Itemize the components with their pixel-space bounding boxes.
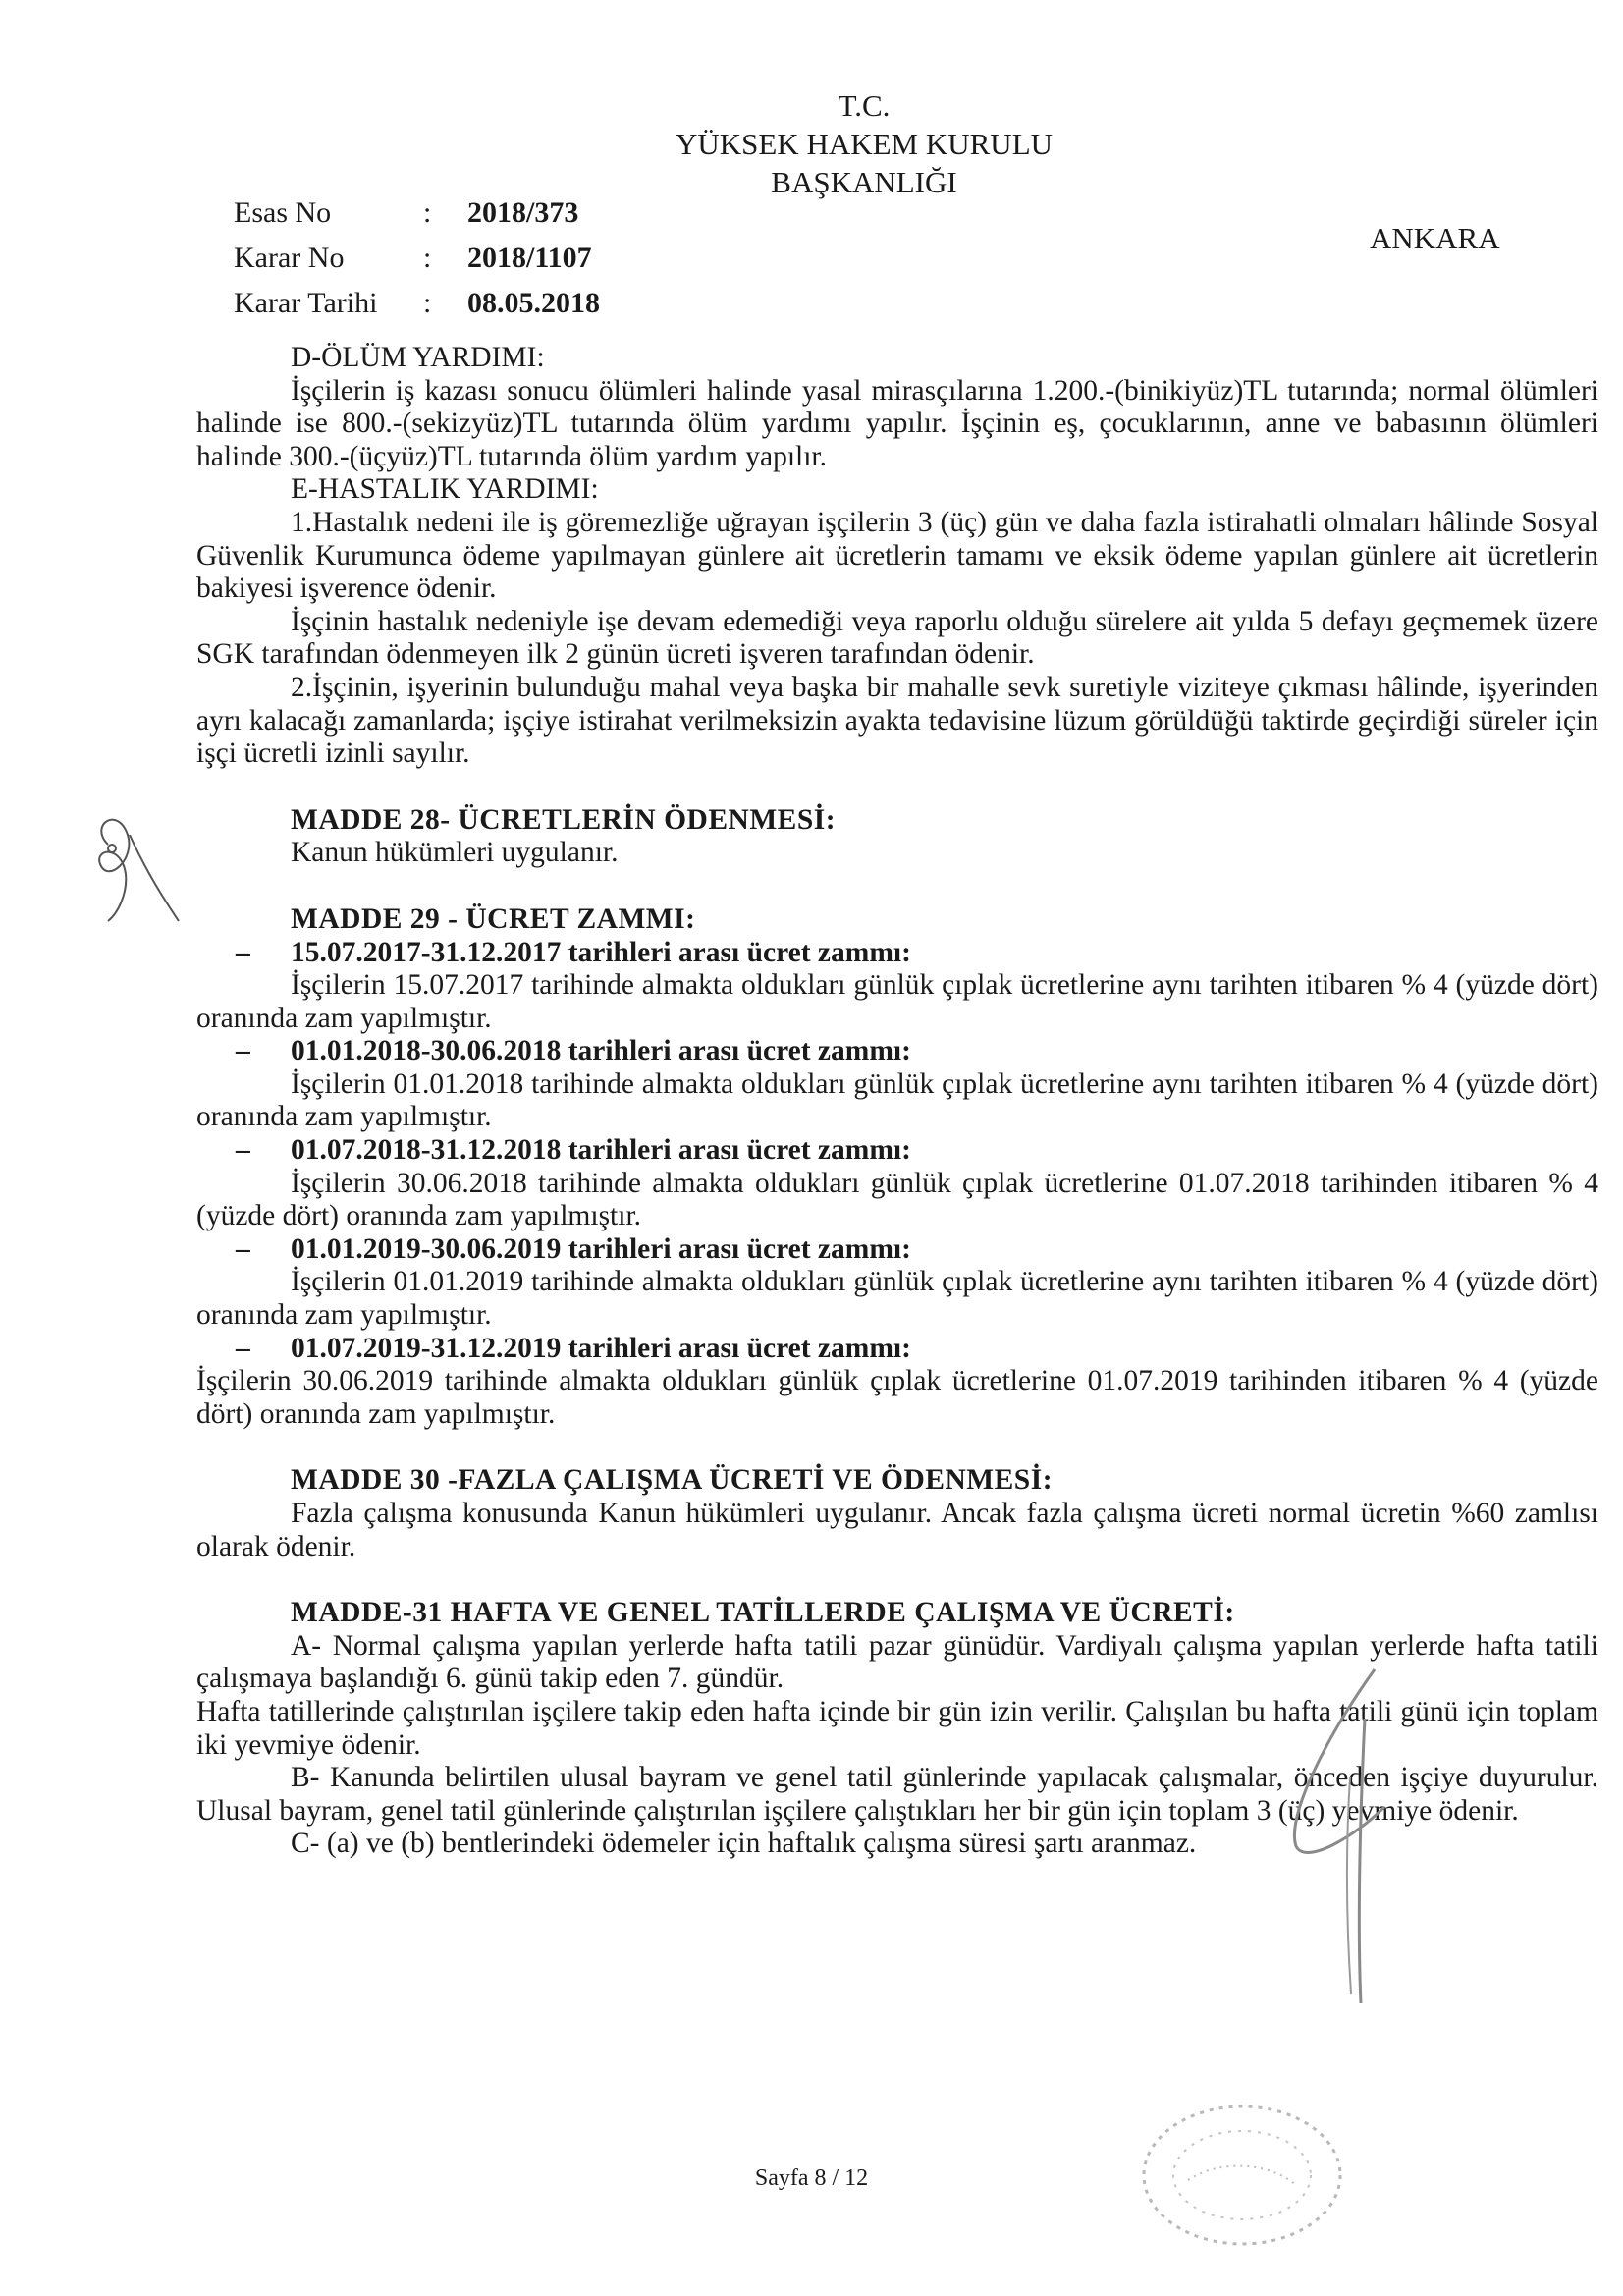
meta-value: 2018/373 xyxy=(467,196,579,229)
article-31-b: B- Kanunda belirtilen ulusal bayram ve genel tatil günlerinde yapılacak çalışmalar, önceden işçiye duyurulur. Ulusal bayram, genel tatil günlerinde çalıştırılan işçilere çalıştıkları her bir gün için toplam 3 (üç) yevmiye ödenir. xyxy=(196,1762,1598,1827)
meta-separator: : xyxy=(423,287,432,319)
raise-item-text: İşçilerin 15.07.2017 tarihinde almakta oldukları günlük çıplak ücretlerine aynı tarihten itibaren % 4 (yüzde dört) oranında zam yapılmıştır. xyxy=(196,969,1598,1034)
raise-period-title: 01.07.2018-31.12.2018 tarihleri arası ücret zammı: xyxy=(291,1134,911,1167)
raise-item-text: İşçilerin 30.06.2019 tarihinde almakta oldukları günlük çıplak ücretlerine 01.07.2019 tarihinden itibaren % 4 (yüzde dört) oranında zam yapılmıştır. xyxy=(196,1365,1598,1430)
dash: – xyxy=(236,1332,250,1364)
meta-value: 08.05.2018 xyxy=(467,287,600,319)
raise-period-title: 01.01.2019-30.06.2019 tarihleri arası ücret zammı: xyxy=(291,1232,911,1265)
header-city: ANKARA xyxy=(1370,221,1500,255)
article-31-a2: Hafta tatillerinde çalıştırılan işçilere takip eden hafta içinde bir gün izin verilir. Çalışılan bu hafta tatili günü için toplam iki yevmiye ödenir. xyxy=(196,1695,1598,1761)
raise-item-title xyxy=(196,937,1598,970)
raise-item-text: İşçilerin 01.01.2018 tarihinde almakta oldukları günlük çıplak ücretlerine aynı tarihten itibaren % 4 (yüzde dört) oranında zam yapılmıştır. xyxy=(196,1067,1598,1133)
paragraph-e1: 1.Hastalık nedeni ile iş göremezliğe uğrayan işçilerin 3 (üç) gün ve daha fazla istirahatli olmaları hâlinde Sosyal Güvenlik Kurumunca ödeme yapılmayan günlere ait ücretlerin tamamı ve eksik ödeme yapılan günlere ait ücretlerin bakiyesi işverence ödenir. xyxy=(196,506,1598,605)
section-heading-e: E-HASTALIK YARDIMI: xyxy=(291,473,599,506)
dash: – xyxy=(236,1134,250,1167)
article-31-heading: MADDE-31 HAFTA VE GENEL TATİLLERDE ÇALIŞMA VE ÜCRETİ: xyxy=(291,1597,1235,1629)
raise-item-title xyxy=(196,1233,1598,1267)
case-meta xyxy=(234,196,600,332)
article-30-text: Fazla çalışma konusunda Kanun hükümleri uygulanır. Ancak fazla çalışma ücreti normal ücretin %60 zamlısı olarak ödenir. xyxy=(196,1498,1598,1562)
raise-item-title xyxy=(196,1035,1598,1068)
dash: – xyxy=(236,1035,250,1067)
meta-label: Karar No xyxy=(234,242,345,274)
raise-period-title: 01.07.2019-31.12.2019 tarihleri arası ücret zammı: xyxy=(291,1332,911,1364)
article-28-text: Kanun hükümleri uygulanır. xyxy=(291,837,619,869)
paragraph-d: İşçilerin iş kazası sonucu ölümleri halinde yasal mirasçılarına 1.200.-(binikiyüz)TL tutarında; normal ölümleri halinde ise 800.-(sekizyüz)TL tutarında ölüm yardımı yapılır. İşçinin eş, çocuklarının, anne ve babasının ölümleri halinde 300.-(üçyüz)TL tutarında ölüm yardım yapılır. xyxy=(196,374,1598,472)
meta-value: 2018/1107 xyxy=(467,242,592,274)
article-31-c: C- (a) ve (b) bentlerindeki ödemeler için haftalık çalışma süresi şartı aranmaz. xyxy=(291,1828,1197,1860)
document-header xyxy=(589,86,1139,201)
raise-period-title: 15.07.2017-31.12.2017 tarihleri arası ücret zammı: xyxy=(291,936,911,968)
raise-item-title xyxy=(196,1134,1598,1168)
raise-item-text: İşçilerin 30.06.2018 tarihinde almakta oldukları günlük çıplak ücretlerine 01.07.2018 tarihinden itibaren % 4 (yüzde dört) oranında zam yapılmıştır. xyxy=(196,1167,1598,1232)
meta-label: Esas No xyxy=(234,196,332,229)
header-country: T.C. xyxy=(838,88,891,123)
raise-period-title: 01.01.2018-30.06.2018 tarihleri arası ücret zammı: xyxy=(291,1035,911,1067)
article-30-heading: MADDE 30 -FAZLA ÇALIŞMA ÜCRETİ VE ÖDENMESİ: xyxy=(291,1464,1054,1497)
meta-row-esas xyxy=(234,196,600,242)
raise-item-text: İşçilerin 01.01.2019 tarihinde almakta oldukları günlük çıplak ücretlerine aynı tarihten itibaren % 4 (yüzde dört) oranında zam yapılmıştır. xyxy=(196,1266,1598,1332)
meta-separator: : xyxy=(423,196,432,229)
meta-row-karar xyxy=(234,242,600,287)
section-heading-d: D-ÖLÜM YARDIMI: xyxy=(291,342,545,373)
dash: – xyxy=(236,936,250,968)
meta-label: Karar Tarihi xyxy=(234,287,378,319)
handwritten-initial-icon xyxy=(79,805,187,933)
article-31-a1: A- Normal çalışma yapılan yerlerde hafta tatili pazar günüdür. Vardiyalı çalışma yapılan yerlerde hafta tatili çalışmaya başlandığı 6. günü takip eden 7. gündür. xyxy=(196,1629,1598,1695)
meta-separator: : xyxy=(423,242,432,274)
header-office: BAŞKANLIĞI xyxy=(771,165,957,199)
handwritten-signature-icon xyxy=(1267,1660,1404,2013)
header-institution: YÜKSEK HAKEM KURULU xyxy=(675,127,1054,161)
raise-item-title xyxy=(196,1333,1598,1366)
meta-row-tarih xyxy=(234,287,600,332)
official-stamp-icon xyxy=(1129,2092,1355,2259)
document-body xyxy=(196,342,1598,1861)
dash: – xyxy=(236,1232,250,1265)
page-number: Sayfa 8 / 12 xyxy=(754,2165,869,2191)
article-29-heading: MADDE 29 - ÜCRET ZAMMI: xyxy=(291,902,696,935)
article-28-heading: MADDE 28- ÜCRETLERİN ÖDENMESİ: xyxy=(291,803,837,836)
paragraph-e3: 2.İşçinin, işyerinin bulunduğu mahal veya başka bir mahalle sevk suretiyle viziteye çıkması hâlinde, işyerinden ayrı kalacağı zamanlarda; işçiye istirahat verilmeksizin ayakta tedavisine lüzum görüldüğü taktirde geçirdiği süreler için işçi ücretli izinli sayılır. xyxy=(196,671,1598,770)
paragraph-e2: İşçinin hastalık nedeniyle işe devam edemediği veya raporlu olduğu sürelere ait yılda 5 defayı geçmemek üzere SGK tarafından ödenmeyen ilk 2 günün ücreti işveren tarafından ödenir. xyxy=(196,605,1598,671)
